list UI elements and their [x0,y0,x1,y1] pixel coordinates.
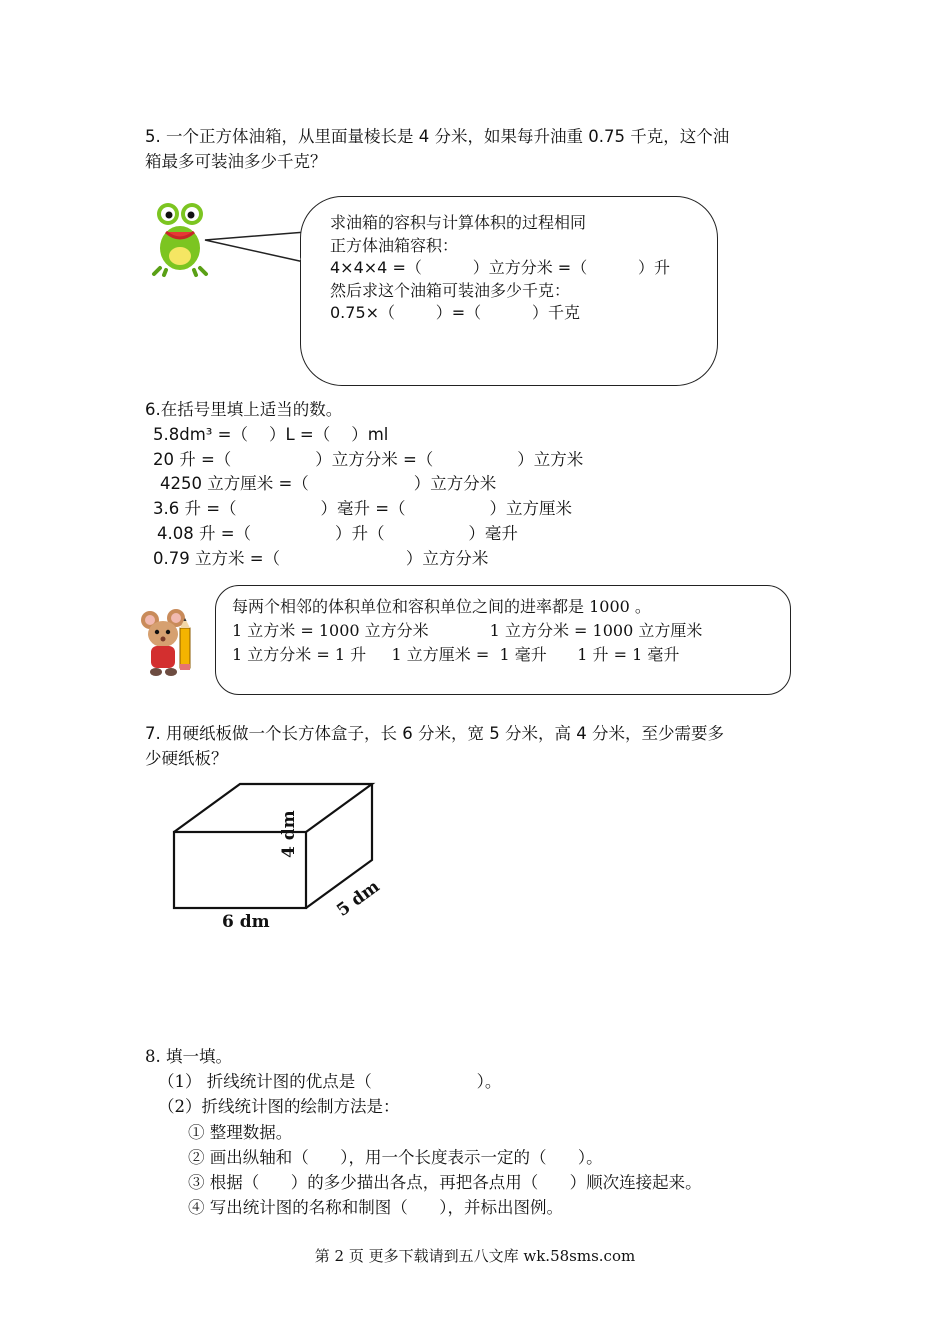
q6-item: 3.6 升 =（ ）毫升 =（ ）立方厘米 [153,499,572,518]
q5-text-line2: 箱最多可装油多少千克？ [145,152,327,171]
q6-tip-line1: 每两个相邻的体积单位和容积单位之间的进率都是 1000 。 [232,597,651,616]
q6-item: 0.79 立方米 =（ ）立方分米 [153,549,489,568]
q5-hint-line4: 然后求这个油箱可装油多少千克： [330,281,571,300]
q5-hint-line3: 4×4×4 =（ ）立方分米 =（ ）升 [330,258,671,277]
q5-hint-line1: 求油箱的容积与计算体积的过程相同 [330,213,587,232]
q5-text-line1: 5. 一个正方体油箱，从里面量棱长是 4 分米，如果每升油重 0.75 千克，这个油 [145,127,730,146]
length-label: 6 dm [222,912,270,932]
q8-line: （2）折线统计图的绘制方法是： [158,1097,400,1116]
q6-item: 4250 立方厘米 =（ ）立方分米 [160,474,497,493]
q8-step: ② 画出纵轴和（ ），用一个长度表示一定的（ ）。 [188,1148,603,1167]
q8-title: 8. 填一填。 [145,1047,232,1066]
page-footer: 第 2 页 更多下载请到五八文库 wk.58sms.com [314,1247,636,1265]
q5-hint-line2: 正方体油箱容积： [330,236,459,255]
q8-step: ③ 根据（ ）的多少描出各点，再把各点用（ ）顺次连接起来。 [188,1173,702,1192]
q6-item: 4.08 升 =（ ）升（ ）毫升 [157,524,518,543]
q8-step: ① 整理数据。 [188,1123,293,1142]
width-label: 5 dm [333,876,384,921]
q8-line: （1） 折线统计图的优点是（ ）。 [158,1072,502,1091]
q6-item: 5.8dm³ =（ ）L =（ ）ml [153,425,389,444]
q6-item: 20 升 =（ ）立方分米 =（ ）立方米 [153,450,584,469]
q7-text-line2: 少硬纸板？ [145,749,228,768]
q7-text-line1: 7. 用硬纸板做一个长方体盒子，长 6 分米，宽 5 分米，高 4 分米，至少需要多 [145,724,724,743]
q8-step: ④ 写出统计图的名称和制图（ ），并标出图例。 [188,1198,563,1217]
q5-hint-line5: 0.75×（ ）=（ ）千克 [330,303,580,322]
q6-title: 6.在括号里填上适当的数。 [145,400,343,419]
q6-tip-line2: 1 立方米 = 1000 立方分米 1 立方分米 = 1000 立方厘米 [232,621,703,640]
q6-tip-line3: 1 立方分米 = 1 升 1 立方厘米 = 1 毫升 1 升 = 1 毫升 [232,645,680,664]
height-label: 4 dm [279,810,299,858]
